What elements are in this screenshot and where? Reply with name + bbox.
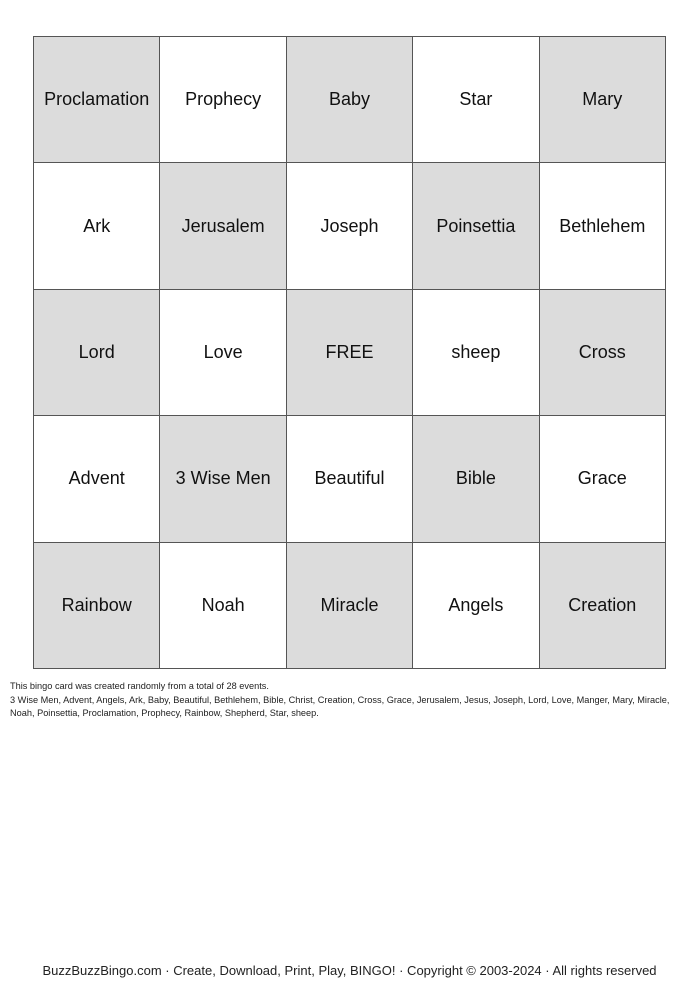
bingo-cell: Rainbow	[34, 543, 160, 669]
bingo-cell: Noah	[160, 543, 286, 669]
bingo-cell: Star	[413, 37, 539, 163]
bingo-cell: Jerusalem	[160, 163, 286, 289]
bingo-cell: Bethlehem	[540, 163, 666, 289]
bingo-cell: Joseph	[287, 163, 413, 289]
card-info-summary: This bingo card was created randomly from a total of 28 events.	[10, 681, 269, 691]
card-info-note	[10, 680, 695, 721]
bingo-cell: sheep	[413, 290, 539, 416]
bingo-cell: Mary	[540, 37, 666, 163]
bingo-card-grid	[33, 36, 666, 669]
bingo-cell: Ark	[34, 163, 160, 289]
free-space-cell: FREE	[287, 290, 413, 416]
bingo-cell: Baby	[287, 37, 413, 163]
bingo-cell: Creation	[540, 543, 666, 669]
bingo-cell: Proclamation	[34, 37, 160, 163]
bingo-cell: Lord	[34, 290, 160, 416]
bingo-cell: 3 Wise Men	[160, 416, 286, 542]
bingo-cell: Grace	[540, 416, 666, 542]
bingo-cell: Love	[160, 290, 286, 416]
card-info-event-list: 3 Wise Men, Advent, Angels, Ark, Baby, Beautiful, Bethlehem, Bible, Christ, Creation, Cross, Grace, Jerusalem, Jesus, Joseph, Lord, Love, Manger, Mary, Miracle, Noah, Poinsettia, Proclamation, Prophecy, Rainbow, Shepherd, Star, sheep.	[10, 694, 670, 718]
bingo-cell: Prophecy	[160, 37, 286, 163]
bingo-cell: Advent	[34, 416, 160, 542]
bingo-cell: Miracle	[287, 543, 413, 669]
footer-copyright: BuzzBuzzBingo.com · Create, Download, Print, Play, BINGO! · Copyright © 2003-2024 · All rights reserved	[42, 963, 657, 978]
bingo-cell: Bible	[413, 416, 539, 542]
bingo-cell: Beautiful	[287, 416, 413, 542]
bingo-cell: Poinsettia	[413, 163, 539, 289]
bingo-cell: Cross	[540, 290, 666, 416]
bingo-cell: Angels	[413, 543, 539, 669]
